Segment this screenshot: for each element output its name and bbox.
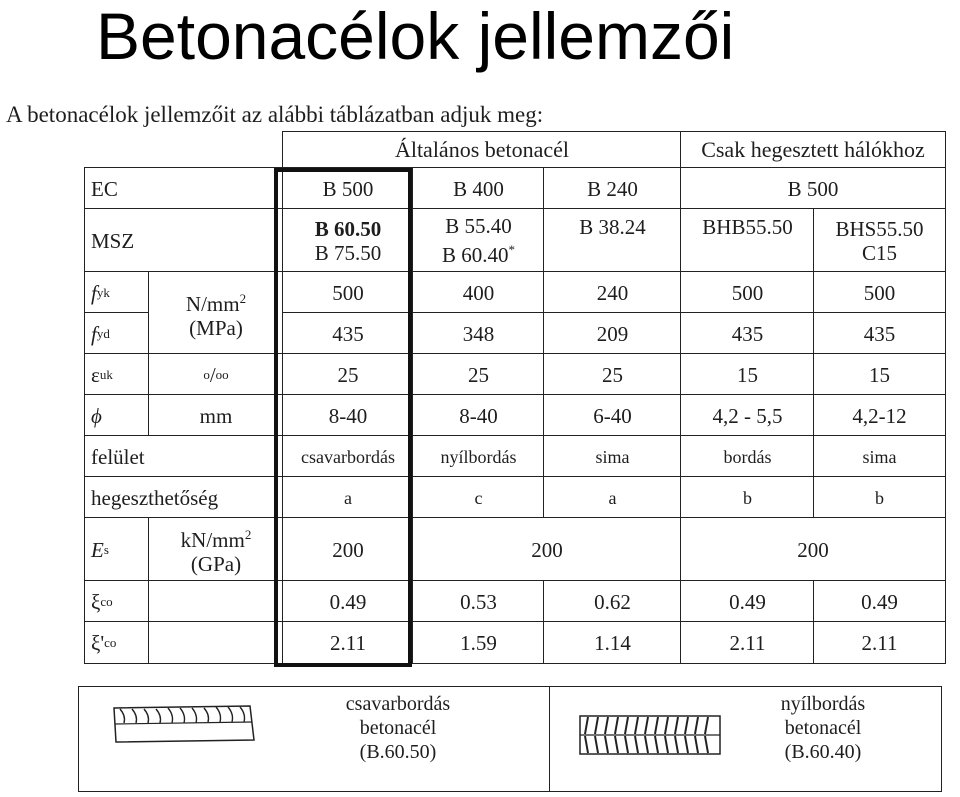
- row-xico2-unit: [148, 621, 284, 664]
- row-phi-c1: 8-40: [282, 394, 414, 437]
- row-euk-c4: 15: [680, 353, 815, 396]
- es-unit-b: (GPa): [190, 552, 242, 576]
- row-fyd-c2: 348: [412, 312, 545, 355]
- fy-unit-a: N/mm: [185, 291, 240, 316]
- row-weld-c4: b: [680, 476, 815, 519]
- row-euk-unit: [148, 353, 284, 396]
- row-surface-c2: nyílbordás: [412, 435, 545, 478]
- row-phi-symbol: [84, 394, 150, 437]
- row-msz-c5: [813, 208, 946, 273]
- row-weld-c5: b: [813, 476, 946, 519]
- row-msz-c1: [282, 208, 414, 273]
- row-ec-label: EC: [84, 167, 284, 210]
- row-euk-c1: 25: [282, 353, 414, 396]
- legend-left-line3: (B.60.50): [359, 741, 437, 763]
- row-xico-c1: 0.49: [282, 580, 414, 623]
- msz-c1-line1: B 60.50: [314, 216, 382, 241]
- intro-text: A betonacélok jellemzőit az alábbi táblázatban adjuk meg:: [6, 102, 544, 127]
- fyd-sym: f: [91, 321, 97, 346]
- row-fyk-symbol: [84, 271, 150, 314]
- legend-right-caption: [750, 692, 896, 764]
- fyk-sub: yk: [96, 284, 110, 300]
- fy-unit-sup: 2: [239, 290, 247, 306]
- es-sym: E: [91, 537, 104, 562]
- legend-right-line3: (B.60.40): [784, 741, 862, 763]
- row-phi-unit: mm: [148, 394, 284, 437]
- legend-left-line2: betonacél: [359, 717, 437, 739]
- row-weld-label: hegeszthetőség: [84, 476, 284, 519]
- row-euk-c2: 25: [412, 353, 545, 396]
- ribbed-rebar-icon: [576, 712, 726, 758]
- euk-unit-sub: oo: [215, 366, 229, 382]
- euk-unit-slash: /: [209, 362, 216, 387]
- row-xico-c4: 0.49: [680, 580, 815, 623]
- fyd-sub: yd: [96, 325, 110, 341]
- row-msz-c3: [543, 208, 682, 273]
- row-surface-label: felület: [84, 435, 284, 478]
- row-surface-c1: csavarbordás: [282, 435, 414, 478]
- row-fyd-symbol: [84, 312, 150, 355]
- row-es-unit: [148, 517, 284, 582]
- row-xico2-symbol: [84, 621, 150, 664]
- row-fyk-c3: 240: [543, 271, 682, 314]
- msz-c4-value: BHB55.50: [702, 215, 793, 239]
- msz-c5-line2: C15: [861, 240, 897, 265]
- legend-left-caption: [318, 692, 478, 764]
- row-ec-c2: B 400: [412, 167, 545, 210]
- row-fyk-c5: 500: [813, 271, 946, 314]
- row-weld-c2: c: [412, 476, 545, 519]
- row-phi-c4: 4,2 - 5,5: [680, 394, 815, 437]
- msz-c3-value: B 38.24: [579, 215, 646, 239]
- row-xico2-c2: 1.59: [412, 621, 545, 664]
- row-xico2-c5: 2.11: [813, 621, 946, 664]
- fyk-sym: f: [91, 280, 97, 305]
- row-es-c23: 200: [412, 517, 682, 582]
- row-weld-c3: a: [543, 476, 682, 519]
- euk-unit-sup: o: [203, 366, 210, 382]
- row-weld-c1: a: [282, 476, 414, 519]
- msz-c1-line2: B 75.50: [314, 240, 382, 265]
- row-xico-symbol: [84, 580, 150, 623]
- row-fyd-c1: 435: [282, 312, 414, 355]
- msz-c2-line1: B 55.40: [445, 214, 512, 238]
- header-general-label: Általános betonacél: [394, 137, 570, 162]
- row-ec-c1: B 500: [282, 167, 414, 210]
- row-euk-symbol: [84, 353, 150, 396]
- row-xico2-c4: 2.11: [680, 621, 815, 664]
- row-xico2-c1: 2.11: [282, 621, 414, 664]
- row-euk-c5: 15: [813, 353, 946, 396]
- row-surface-c5: sima: [813, 435, 946, 478]
- es-sub: s: [103, 541, 109, 557]
- row-xico2-c3: 1.14: [543, 621, 682, 664]
- row-xico-c5: 0.49: [813, 580, 946, 623]
- row-xico-unit: [148, 580, 284, 623]
- row-ec-c3: B 240: [543, 167, 682, 210]
- row-phi-c3: 6-40: [543, 394, 682, 437]
- xico-sub: co: [100, 593, 113, 609]
- phi-sym: ϕ: [91, 403, 102, 428]
- legend-left-line1: csavarbordás: [345, 693, 451, 715]
- row-phi-c5: 4,2-12: [813, 394, 946, 437]
- fy-unit-b: (MPa): [189, 315, 243, 340]
- msz-c2-line2: B 60.40: [441, 243, 509, 267]
- legend-right-line1: nyílbordás: [780, 693, 866, 715]
- es-unit-sup: 2: [244, 527, 252, 542]
- row-xico-c2: 0.53: [412, 580, 545, 623]
- row-surface-c4: bordás: [680, 435, 815, 478]
- es-unit-a: kN/mm: [180, 528, 245, 552]
- twisted-rebar-icon: [110, 700, 258, 746]
- xico2-sub: co: [104, 634, 117, 650]
- row-xico-c3: 0.62: [543, 580, 682, 623]
- row-euk-c3: 25: [543, 353, 682, 396]
- xico2-sym: ξ': [91, 630, 105, 655]
- page-title: Betonacélok jellemzői: [96, 0, 735, 73]
- legend-divider: [549, 687, 550, 791]
- msz-c2-footnote-mark: *: [508, 242, 515, 257]
- row-surface-c3: sima: [543, 435, 682, 478]
- row-msz-label: MSZ: [84, 208, 284, 273]
- row-es-c45: 200: [680, 517, 946, 582]
- row-fyd-c4: 435: [680, 312, 815, 355]
- row-fy-unit: [148, 271, 284, 355]
- row-msz-c2: [412, 208, 545, 273]
- row-msz-c4: [680, 208, 815, 273]
- row-fyd-c3: 209: [543, 312, 682, 355]
- euk-sym: ε: [91, 362, 100, 387]
- header-welded-label: Csak hegesztett hálókhoz: [701, 137, 925, 162]
- row-phi-c2: 8-40: [412, 394, 545, 437]
- xico-sym: ξ: [91, 589, 101, 614]
- header-general-steel: [282, 131, 682, 169]
- row-es-c1: 200: [282, 517, 414, 582]
- msz-c5-line1: BHS55.50: [835, 216, 924, 241]
- row-fyk-c2: 400: [412, 271, 545, 314]
- euk-sub: uk: [99, 366, 113, 382]
- row-fyd-c5: 435: [813, 312, 946, 355]
- legend-right-line2: betonacél: [784, 717, 862, 739]
- row-ec-c45: B 500: [680, 167, 946, 210]
- row-es-symbol: [84, 517, 150, 582]
- row-fyk-c4: 500: [680, 271, 815, 314]
- row-fyk-c1: 500: [282, 271, 414, 314]
- header-welded-mesh: [680, 131, 946, 169]
